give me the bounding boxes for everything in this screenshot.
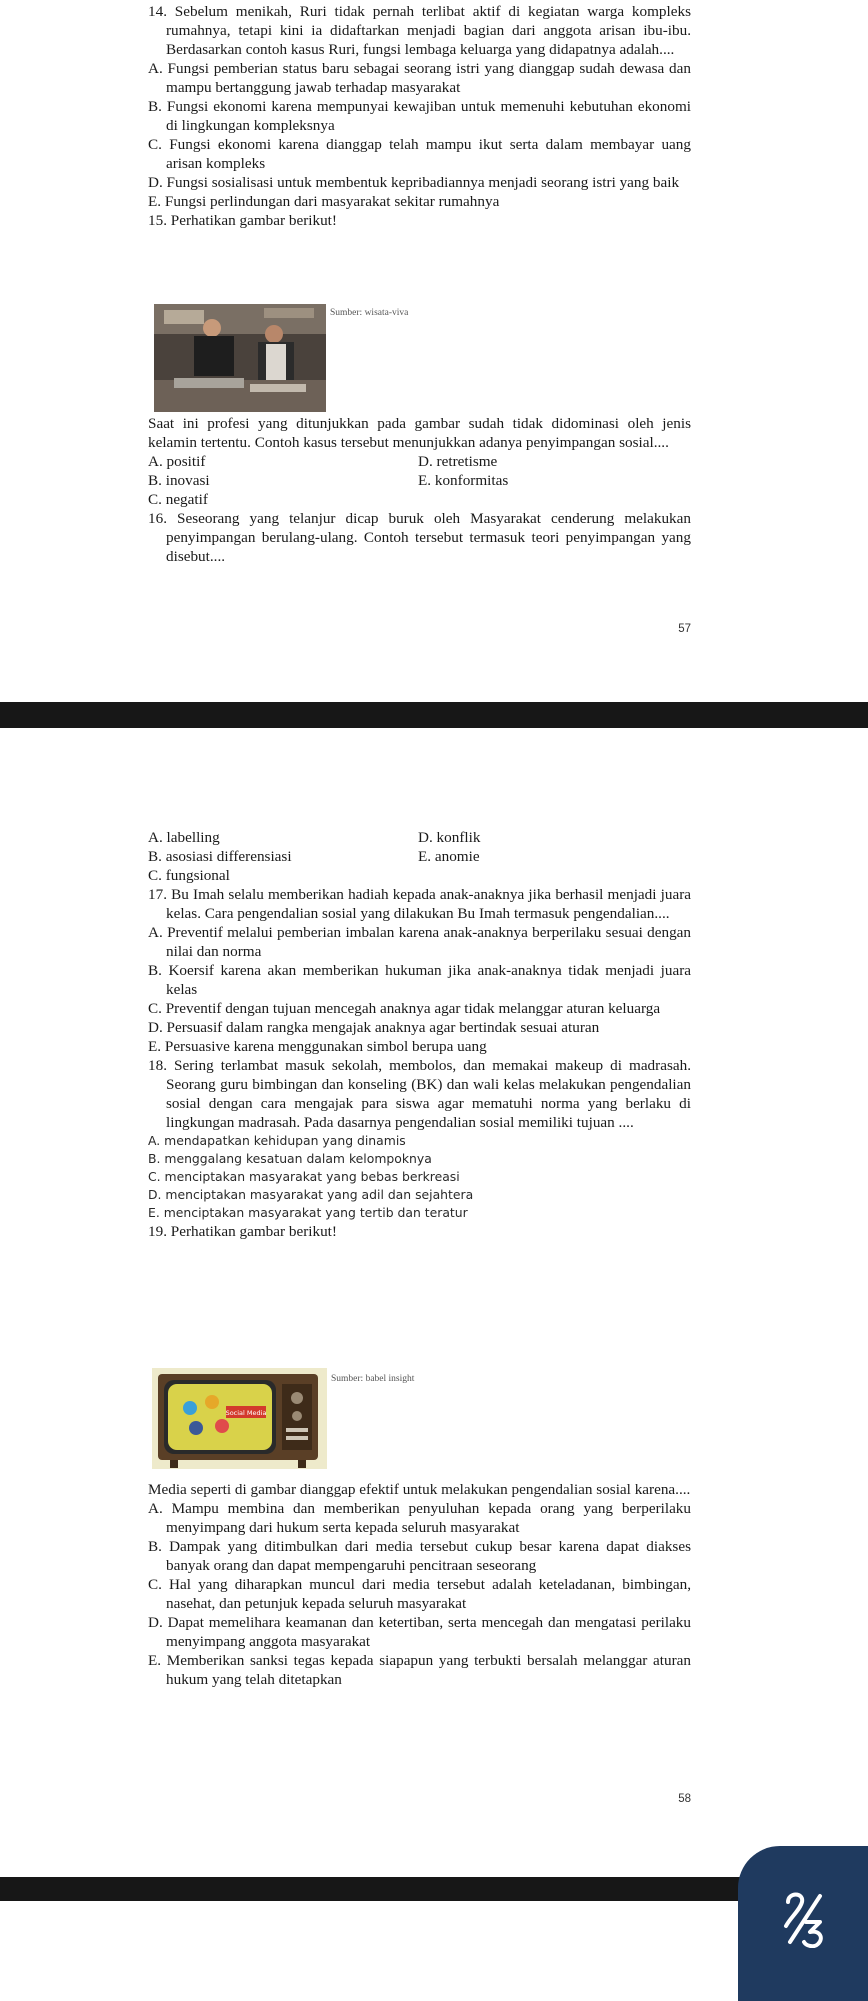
option-e: E. menciptakan masyarakat yang tertib dan teratur xyxy=(148,1205,468,1220)
page-number: 58 xyxy=(678,1793,691,1805)
options-row xyxy=(148,847,691,866)
question-19-body xyxy=(148,1480,691,1689)
question-16-options xyxy=(148,828,691,1241)
option-b: B. Koersif karena akan memberikan hukuman jika anak-anaknya tidak menjadi juara kelas xyxy=(148,962,691,998)
question-stem: 17. Bu Imah selalu memberikan hadiah kepada anak-anaknya jika berhasil menjadi juara kelas. Cara pengendalian sosial yang dilakukan Bu Imah termasuk pengendalian.... xyxy=(148,886,691,922)
page-58 xyxy=(0,776,789,1877)
option-a: A. mendapatkan kehidupan yang dinamis xyxy=(148,1133,406,1148)
option-d: D. Dapat memelihara keamanan dan ketertiban, serta mencegah dan mengatasi perilaku menyimpang anggota masyarakat xyxy=(148,1614,691,1650)
option-a: A. Fungsi pemberian status baru sebagai seorang istri yang dianggap sudah dewasa dan mampu bertanggung jawab terhadap masyarakat xyxy=(148,60,691,96)
page-57 xyxy=(0,0,789,702)
chef-photo xyxy=(154,304,326,412)
option-a: A. Preventif melalui pemberian imbalan karena anak-anaknya berperilaku sesuai dengan nilai dan norma xyxy=(148,924,691,960)
page-number: 57 xyxy=(678,623,691,635)
option-e: E. Fungsi perlindungan dari masyarakat sekitar rumahnya xyxy=(148,193,500,210)
option-e: E. konformitas xyxy=(418,472,509,489)
question-15-body xyxy=(148,414,691,566)
option-e: E. anomie xyxy=(418,848,480,865)
options-row xyxy=(148,452,691,471)
question-17 xyxy=(148,885,691,1056)
options-row xyxy=(148,471,691,490)
option-c: C. Preventif dengan tujuan mencegah anaknya agar tidak melanggar aturan keluarga xyxy=(148,1000,661,1017)
option-e: E. Memberikan sanksi tegas kepada siapapun yang terbukti bersalah melanggar aturan hukum yang telah ditetapkan xyxy=(148,1652,691,1688)
eraser-fraction-icon xyxy=(780,1888,828,1948)
page-gap xyxy=(0,728,868,776)
option-b: B. Dampak yang ditimbulkan dari media tersebut cukup besar karena dapat diakses banyak orang dan dapat mempengaruhi pencitraan seseorang xyxy=(148,1538,691,1574)
question-18 xyxy=(148,1056,691,1222)
option-d: D. Fungsi sosialisasi untuk membentuk kepribadiannya menjadi seorang istri yang baik xyxy=(148,174,680,191)
page-separator xyxy=(0,702,868,728)
option-a: A. labelling xyxy=(148,829,220,846)
option-c: C. fungsional xyxy=(148,867,230,884)
tv-screen-label: Social Media xyxy=(225,1409,267,1417)
option-d: D. menciptakan masyarakat yang adil dan sejahtera xyxy=(148,1187,474,1202)
question-14 xyxy=(148,2,691,230)
option-b: B. Fungsi ekonomi karena mempunyai kewajiban untuk memenuhi kebutuhan ekonomi di lingkungan kompleksnya xyxy=(148,98,691,134)
option-a: A. Mampu membina dan memberikan penyuluhan kepada orang yang berperilaku menyimpang dari hukum serta kepada seluruh masyarakat xyxy=(148,1500,691,1536)
page-margin xyxy=(789,0,868,702)
question-stem: 14. Sebelum menikah, Ruri tidak pernah terlibat aktif di kegiatan warga kompleks rumahnya, tetapi kini ia didaftarkan menjadi bagian dari anggota arisan ibu-ibu. Berdasarkan contoh kasus Ruri, fungsi lembaga keluarga yang didapatnya adalah.... xyxy=(148,3,691,58)
question-15-stem: 15. Perhatikan gambar berikut! xyxy=(148,212,337,229)
option-b: B. inovasi xyxy=(148,472,210,489)
option-b: B. menggalang kesatuan dalam kelompoknya xyxy=(148,1151,432,1166)
option-c: C. Fungsi ekonomi karena dianggap telah mampu ikut serta dalam membayar uang arisan kompleks xyxy=(148,136,691,172)
question-19-stem: 19. Perhatikan gambar berikut! xyxy=(148,1223,337,1240)
option-d: D. Persuasif dalam rangka mengajak anaknya agar bertindak sesuai aturan xyxy=(148,1019,600,1036)
image-caption: Sumber: babel insight xyxy=(331,1374,415,1384)
option-d: D. retretisme xyxy=(418,453,498,470)
option-a: A. positif xyxy=(148,453,206,470)
question-stem: 18. Sering terlambat masuk sekolah, membolos, dan memakai makeup di madrasah. Seorang guru bimbingan dan konseling (BK) dan wali kelas melakukan pengendalian sosial dengan cara mengajak para siswa agar mematuhi norma yang berlaku di lingkungan madrasah. Pada dasarnya pengendalian sosial memiliki tujuan .... xyxy=(148,1057,691,1131)
question-16-stem: 16. Seseorang yang telanjur dicap buruk oleh Masyarakat cenderung melakukan penyimpangan berulang-ulang. Contoh tersebut termasuk teori penyimpangan yang disebut.... xyxy=(148,510,691,565)
options-row xyxy=(148,828,691,847)
options-row xyxy=(148,490,691,509)
floating-tool-button[interactable] xyxy=(738,1846,868,2001)
option-b: B. asosiasi differensiasi xyxy=(148,848,292,865)
question-text: Saat ini profesi yang ditunjukkan pada gambar sudah tidak didominasi oleh jenis kelamin tertentu. Contoh kasus tersebut menunjukkan adanya penyimpangan sosial.... xyxy=(148,415,691,451)
option-d: D. konflik xyxy=(418,829,481,846)
option-c: C. menciptakan masyarakat yang bebas berkreasi xyxy=(148,1169,460,1184)
question-text: Media seperti di gambar dianggap efektif untuk melakukan pengendalian sosial karena.... xyxy=(148,1481,691,1498)
option-c: C. negatif xyxy=(148,491,208,508)
image-caption: Sumber: wisata-viva xyxy=(330,308,409,318)
social-media-tv-image xyxy=(152,1368,327,1469)
option-c: C. Hal yang diharapkan muncul dari media tersebut adalah keteladanan, bimbingan, nasehat, dan petunjuk kepada seluruh masyarakat xyxy=(148,1576,691,1612)
page-margin xyxy=(789,776,868,1877)
options-row xyxy=(148,866,691,885)
option-e: E. Persuasive karena menggunakan simbol berupa uang xyxy=(148,1038,487,1055)
